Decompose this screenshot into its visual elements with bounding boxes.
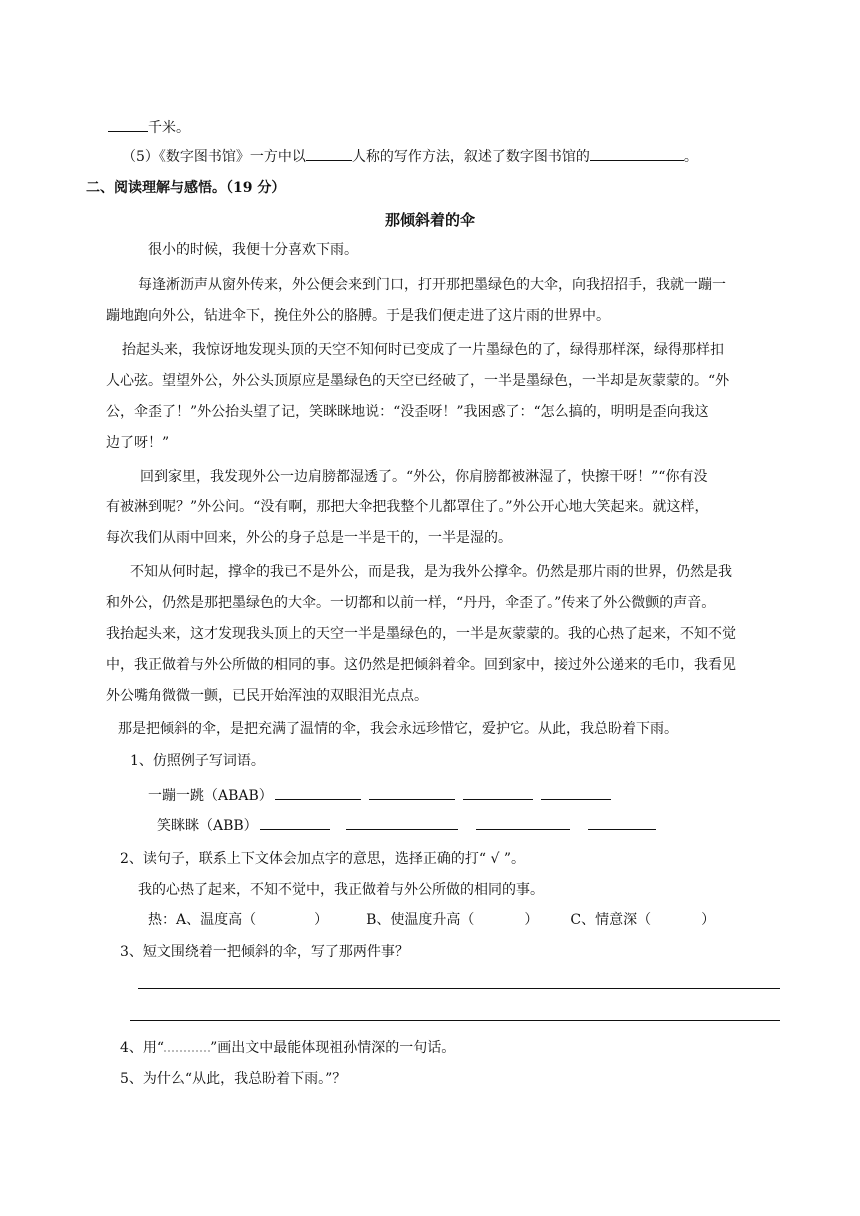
passage-line: 不知从何时起，撑伞的我已不是外公，而是我，是为我外公撑伞。仍然是那片雨的世界，仍然是我 <box>130 564 732 580</box>
dotted-underline-sample <box>164 1038 210 1052</box>
answer-blank[interactable] <box>541 785 611 800</box>
word-example-abab: 一蹦一跳（ABAB） <box>148 785 611 806</box>
passage-line: 每逢淅沥声从窗外传来，外公便会来到门口，打开那把墨绿色的大伞，向我招招手，我就一蹦一 <box>138 277 726 293</box>
question-1: 1、仿照例子写词语。 <box>130 753 265 769</box>
passage-line: 人心弦。望望外公，外公头顶原应是墨绿色的天空已经破了，一半是墨绿色，一半却是灰蒙蒙的。“外 <box>106 373 730 389</box>
blank[interactable] <box>108 117 148 132</box>
passage-line: 边了呀！” <box>106 435 170 451</box>
option-c[interactable]: C、情意深（ <box>570 912 652 928</box>
answer-line[interactable] <box>138 988 780 989</box>
question-2-options: 热：A、温度高（ ） B、使温度升高（ ） C、情意深（ ） <box>148 912 716 928</box>
question-2: 2、读句子，联系上下文体会加点字的意思，选择正确的打“ √ ”。 <box>120 851 526 867</box>
passage-line: 抬起头来，我惊讶地发现头顶的天空不知何时已变成了一片墨绿色的了，绿得那样深，绿得那样扣 <box>122 342 724 358</box>
passage-line: 有被淋到呢？”外公问。“没有啊，那把大伞把我整个儿都罩住了。”外公开心地大笑起来。就这样， <box>106 499 709 515</box>
answer-blank[interactable] <box>369 785 455 800</box>
section-heading: 二、阅读理解与感悟。（19 分） <box>86 180 286 196</box>
option-a[interactable]: A、温度高（ <box>176 912 257 928</box>
blank[interactable] <box>590 146 684 161</box>
answer-line-km: 千米。 <box>108 117 190 138</box>
answer-blank[interactable] <box>463 785 533 800</box>
answer-blank[interactable] <box>476 815 570 830</box>
question-2-sentence: 我的心热了起来，不知不觉中，我正做着与外公所做的相同的事。 <box>138 882 544 898</box>
passage-line: 和外公，仍然是那把墨绿色的大伞。一切都和以前一样，“丹丹，伞歪了。”传来了外公微颤的声音。 <box>106 595 716 611</box>
passage-line: 外公嘴角微微一颤，已民开始浑浊的双眼泪光点点。 <box>106 688 428 704</box>
passage-line: 回到家里，我发现外公一边肩膀都湿透了。“外公，你肩膀都被淋湿了，快擦干呀！”“你有没 <box>140 469 708 485</box>
passage-line: 蹦地跑向外公，钻进伞下，挽住外公的胳膊。于是我们便走进了这片雨的世界中。 <box>106 308 610 324</box>
question-3: 3、短文围绕着一把倾斜的伞，写了那两件事？ <box>120 944 409 960</box>
question-4: 4、用“ ”画出文中最能体现祖孙情深的一句话。 <box>120 1040 456 1056</box>
passage-line: 很小的时候，我便十分喜欢下雨。 <box>148 242 358 258</box>
passage-line: 每次我们从雨中回来，外公的身子总是一半是干的，一半是湿的。 <box>106 530 512 546</box>
passage-title: 那倾斜着的伞 <box>384 211 475 229</box>
question-5-reading: 5、为什么“从此，我总盼着下雨。”？ <box>120 1071 347 1087</box>
passage-line: 那是把倾斜的伞，是把充满了温情的伞，我会永远珍惜它，爱护它。从此，我总盼着下雨。 <box>118 721 678 737</box>
option-b[interactable]: B、使温度升高（ <box>366 912 475 928</box>
answer-blank[interactable] <box>588 815 656 830</box>
word-example-abb: 笑眯眯（ABB） <box>157 815 656 836</box>
passage-line: 我抬起头来，这才发现我头顶上的天空一半是墨绿色的，一半是灰蒙蒙的。我的心热了起来，不知不觉 <box>106 626 736 642</box>
question-5: （5）《数字图书馆》一方中以 人称的写作方法，叙述了数字图书馆的 。 <box>122 146 698 167</box>
answer-line[interactable] <box>130 1020 780 1021</box>
blank[interactable] <box>306 146 352 161</box>
answer-blank[interactable] <box>260 815 330 830</box>
answer-blank[interactable] <box>346 815 458 830</box>
passage-line: 中，我正做着与外公所做的相同的事。这仍然是把倾斜着伞。回到家中，接过外公递来的毛巾，我看见 <box>106 657 736 673</box>
passage-line: 公，伞歪了！”外公抬头望了记，笑眯眯地说：“没歪呀！”我困惑了：“怎么搞的，明明是歪向我这 <box>106 404 709 420</box>
answer-blank[interactable] <box>275 785 361 800</box>
